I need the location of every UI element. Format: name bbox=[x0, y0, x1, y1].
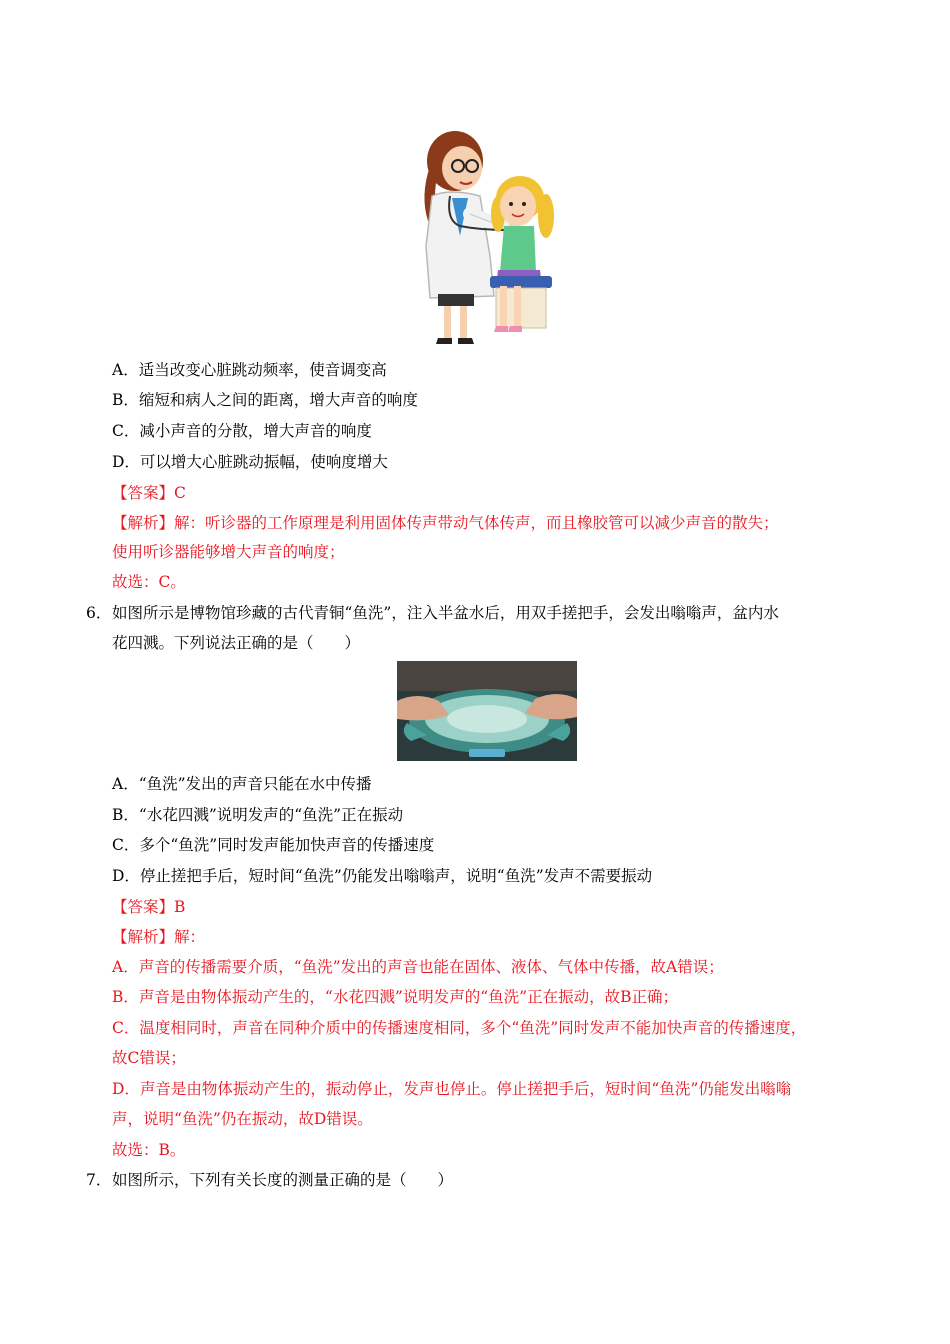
q5-analysis-tag: 【解析】 bbox=[112, 514, 175, 532]
q5-option-b: B．缩短和病人之间的距离，增大声音的响度 bbox=[112, 391, 418, 409]
q6-answer-value: B bbox=[174, 898, 186, 916]
q6-answer-tag: 【答案】 bbox=[112, 898, 175, 916]
q5-option-a: A．适当改变心脏跳动频率，使音调变高 bbox=[112, 361, 387, 379]
q6-analysis-intro: 解： bbox=[174, 928, 206, 946]
q7-stem: 如图所示，下列有关长度的测量正确的是（ ） bbox=[112, 1171, 454, 1189]
q5-analysis-conclusion: 故选：C。 bbox=[112, 573, 186, 591]
q5-analysis-text: 解：听诊器的工作原理是利用固体传声带动气体传声，而且橡胶管可以减少声音的散失； bbox=[174, 514, 779, 532]
q6-analysis-conclusion: 故选：B。 bbox=[112, 1141, 186, 1159]
q6-option-d: D．停止搓把手后，短时间“鱼洗”仍能发出嗡嗡声，说明“鱼洗”发声不需要振动 bbox=[112, 867, 653, 885]
q6-analysis-d-line-2: 声，说明“鱼洗”仍在振动，故D错误。 bbox=[112, 1110, 373, 1128]
bronze-fish-basin-photo bbox=[397, 661, 577, 761]
q6-analysis-header bbox=[112, 927, 205, 947]
q6-option-a: A．“鱼洗”发出的声音只能在水中传播 bbox=[112, 775, 372, 793]
q6-stem-line-1: 如图所示是博物馆珍藏的古代青铜“鱼洗”，注入半盆水后，用双手搓把手，会发出嗡嗡声，盆内水 bbox=[112, 604, 779, 622]
q5-answer-value: C bbox=[174, 484, 186, 502]
q6-analysis-b: B．声音是由物体振动产生的，“水花四溅”说明发声的“鱼洗”正在振动，故B正确； bbox=[112, 988, 678, 1006]
q6-analysis-c-line-2: 故C错误； bbox=[112, 1049, 186, 1067]
q6-analysis-c-line-1: C．温度相同时，声音在同种介质中的传播速度相同，多个“鱼洗”同时发声不能加快声音的传播速度， bbox=[112, 1019, 807, 1037]
q6-stem-line-2: 花四溅。下列说法正确的是（ ） bbox=[112, 634, 361, 652]
q5-answer-tag: 【答案】 bbox=[112, 484, 175, 502]
q6-answer bbox=[112, 897, 185, 917]
q5-option-d: D．可以增大心脏跳动振幅，使响度增大 bbox=[112, 453, 388, 471]
q5-option-c: C．减小声音的分散，增大声音的响度 bbox=[112, 422, 372, 440]
doctor-stethoscope-illustration bbox=[410, 126, 560, 348]
q6-option-b: B．“水花四溅”说明发声的“鱼洗”正在振动 bbox=[112, 806, 404, 824]
q6-option-c: C．多个“鱼洗”同时发声能加快声音的传播速度 bbox=[112, 836, 435, 854]
q5-answer bbox=[112, 483, 186, 503]
q6-analysis-d-line-1: D．声音是由物体振动产生的，振动停止，发声也停止。停止搓把手后，短时间“鱼洗”仍能发出嗡嗡 bbox=[112, 1080, 792, 1098]
q6-analysis-tag: 【解析】 bbox=[112, 928, 175, 946]
q6-number: 6． bbox=[86, 604, 112, 622]
q7-number: 7． bbox=[86, 1171, 112, 1189]
q6-analysis-a: A．声音的传播需要介质，“鱼洗”发出的声音也能在固体、液体、气体中传播，故A错误； bbox=[112, 958, 724, 976]
q5-analysis-line-1 bbox=[112, 513, 779, 533]
q5-analysis-line-2: 使用听诊器能够增大声音的响度； bbox=[112, 543, 345, 561]
